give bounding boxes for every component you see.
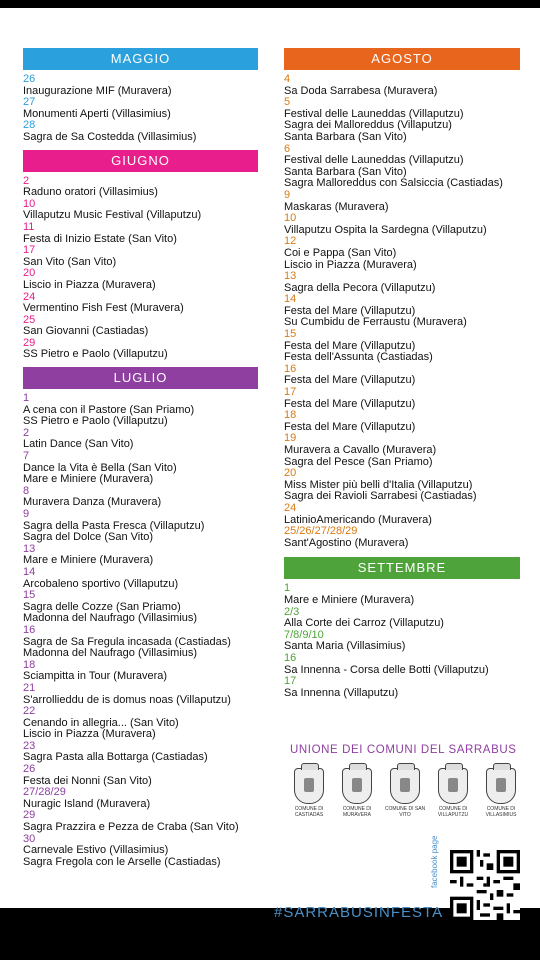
event-name: Nuragic Island (Muravera) <box>23 797 151 810</box>
event-name: Sa Doda Sarrabesa (Muravera) <box>284 84 438 97</box>
event-name: Sa Innenna - Corsa delle Botti (Villaputzu) <box>284 663 489 676</box>
crest-label: COMUNE DI VILLASIMIUS <box>485 806 517 818</box>
event-name: Liscio in Piazza (Muravera) <box>23 278 156 291</box>
event-date: 1 <box>284 582 291 595</box>
event-name: Mare e Miniere (Muravera) <box>23 473 154 486</box>
event-name: Festa dell'Assunta (Castiadas) <box>284 351 433 364</box>
event-date: 15 <box>23 589 36 602</box>
event-date: 18 <box>284 409 297 422</box>
event-name: Raduno oratori (Villasimius) <box>23 186 158 199</box>
event-name: Miss Mister più belli d'Italia (Villaputzu) <box>284 478 473 491</box>
entries-agosto <box>284 74 520 549</box>
event-date: 18 <box>23 658 36 671</box>
event-date: 20 <box>284 467 297 480</box>
event-date: 17 <box>284 675 297 688</box>
event-name: Festival delle Launeddas (Villaputzu) <box>284 154 464 167</box>
qr-code-graphic <box>450 850 520 920</box>
event-date: 14 <box>23 565 36 578</box>
event-name: Festa del Mare (Villaputzu) <box>284 374 416 387</box>
event-name: Sagra Pasta alla Bottarga (Castiadas) <box>23 751 208 764</box>
event-name: Festa del Mare (Villaputzu) <box>284 304 416 317</box>
section-settembre <box>284 557 520 699</box>
event-name: Sagra della Pasta Fresca (Villaputzu) <box>23 519 205 532</box>
event-date: 2/3 <box>284 605 300 618</box>
event-name: Festa del Mare (Villaputzu) <box>284 420 416 433</box>
event-date: 8 <box>23 484 30 497</box>
event-date: 22 <box>23 705 36 718</box>
event-name: Alla Corte dei Carroz (Villaputzu) <box>284 617 444 630</box>
event-date: 23 <box>23 739 36 752</box>
event-date: 7/8/9/10 <box>284 628 324 641</box>
event-name: Sagra de Sa Fregula incasada (Castiadas) <box>23 635 231 648</box>
event-name: Liscio in Piazza (Muravera) <box>284 258 417 271</box>
event-name: Festival delle Launeddas (Villaputzu) <box>284 107 464 120</box>
villaputzu-crest-icon <box>438 768 468 804</box>
event-name: San Giovanni (Castiadas) <box>23 325 149 338</box>
entries-giugno <box>23 176 258 362</box>
event-date: 24 <box>284 501 297 514</box>
event-date: 13 <box>284 270 297 283</box>
event-date: 11 <box>23 220 35 233</box>
event-name: Carnevale Estivo (Villasimius) <box>23 844 169 857</box>
event-date: 16 <box>284 362 297 375</box>
event-name: Sant'Agostino (Muravera) <box>284 536 409 549</box>
event-name: Vermentino Fish Fest (Muravera) <box>23 302 184 315</box>
section-luglio <box>23 367 258 868</box>
month-header-agosto: AGOSTO <box>284 48 520 70</box>
event-name: Mare e Miniere (Muravera) <box>23 554 154 567</box>
entries-maggio <box>23 74 258 144</box>
event-name: LatinioAmericando (Muravera) <box>284 513 432 526</box>
event-date: 10 <box>284 212 297 225</box>
entries-luglio <box>23 393 258 868</box>
union-title: UNIONE DEI COMUNI DEL SARRABUS <box>290 744 517 756</box>
crest-label: COMUNE DI SAN VITO <box>384 806 426 818</box>
event-name: Festa dei Nonni (San Vito) <box>23 774 152 787</box>
event-date: 12 <box>284 235 297 248</box>
event-name: Sagra Fregola con le Arselle (Castiadas) <box>23 855 221 868</box>
event-name: Festa del Mare (Villaputzu) <box>284 339 416 352</box>
event-name: SS Pietro e Paolo (Villaputzu) <box>23 415 168 428</box>
municipality-crest <box>336 768 378 818</box>
facebook-page-label: facebook page <box>430 835 439 888</box>
event-date: 29 <box>23 336 36 349</box>
event-date: 9 <box>284 188 291 201</box>
month-header-maggio: MAGGIO <box>23 48 258 70</box>
event-name: Monumenti Aperti (Villasimius) <box>23 107 171 120</box>
event-date: 25/26/27/28/29 <box>284 525 358 538</box>
crest-label: COMUNE DI CASTIADAS <box>294 806 324 818</box>
festival-poster <box>0 8 540 921</box>
event-name: Festa del Mare (Villaputzu) <box>284 397 416 410</box>
event-date: 4 <box>284 73 291 85</box>
event-date: 15 <box>284 328 297 341</box>
event-name: Sagra dei Ravioli Sarrabesi (Castiadas) <box>284 490 477 503</box>
event-date: 13 <box>23 542 36 555</box>
event-name: Dance la Vita è Bella (San Vito) <box>23 461 177 474</box>
event-date: 27 <box>23 96 36 109</box>
event-date: 21 <box>23 681 36 694</box>
event-name: Liscio in Piazza (Muravera) <box>23 728 156 741</box>
event-name: Sagra delle Cozze (San Priamo) <box>23 600 181 613</box>
qr-code-icon[interactable] <box>450 850 520 920</box>
event-date: 14 <box>284 293 297 306</box>
month-header-giugno: GIUGNO <box>23 150 258 172</box>
event-date: 10 <box>23 197 36 210</box>
event-name: Muravera Danza (Muravera) <box>23 496 162 509</box>
event-date: 28 <box>23 119 36 132</box>
event-name: Arcobaleno sportivo (Villaputzu) <box>23 577 179 590</box>
event-date: 7 <box>23 450 30 463</box>
castiadas-crest-icon <box>294 768 324 804</box>
san-vito-crest-icon <box>390 768 420 804</box>
event-date: 27/28/29 <box>23 786 66 799</box>
event-name: Madonna del Naufrago (Villasimius) <box>23 612 198 625</box>
event-date: 17 <box>284 386 297 399</box>
municipality-crest <box>480 768 522 818</box>
event-date: 2 <box>23 174 30 187</box>
event-name: Sagra del Dolce (San Vito) <box>23 531 154 544</box>
muravera-crest-icon <box>342 768 372 804</box>
event-name: Villaputzu Ospita la Sardegna (Villaputzu) <box>284 223 487 236</box>
event-date: 26 <box>23 73 36 85</box>
event-date: 6 <box>284 142 291 155</box>
event-date: 29 <box>23 809 36 822</box>
event-date: 19 <box>284 432 297 445</box>
event-name: Mare e Miniere (Muravera) <box>284 593 415 606</box>
event-name: SS Pietro e Paolo (Villaputzu) <box>23 348 168 361</box>
event-name: Sagra della Pecora (Villaputzu) <box>284 281 436 294</box>
event-date: 26 <box>23 763 36 776</box>
event-name: Sciampitta in Tour (Muravera) <box>23 670 168 683</box>
event-name: S'arrollieddu de is domus noas (Villaputzu) <box>23 693 231 706</box>
event-name: Inaugurazione MIF (Muravera) <box>23 84 172 97</box>
event-name: Sagra Prazzira e Pezza de Craba (San Vito) <box>23 821 239 834</box>
event-date: 16 <box>23 623 36 636</box>
event-name: Sagra del Pesce (San Priamo) <box>284 455 433 468</box>
event-date: 9 <box>23 508 30 520</box>
event-name: Santa Maria (Villasimius) <box>284 640 406 653</box>
section-agosto <box>284 48 520 549</box>
section-maggio <box>23 48 258 144</box>
crest-label: COMUNE DI VILLAPUTZU <box>437 806 469 818</box>
event-name: San Vito (San Vito) <box>23 255 117 268</box>
municipality-crests <box>288 768 528 838</box>
event-name: Festa di Inizio Estate (San Vito) <box>23 232 177 245</box>
event-date: 16 <box>284 651 297 664</box>
event-name: Coi e Pappa (San Vito) <box>284 246 397 259</box>
event-name: Sagra Malloreddus con Salsiccia (Castiadas) <box>284 177 503 190</box>
crest-label: COMUNE DI MURAVERA <box>342 806 372 818</box>
event-name: Maskaras (Muravera) <box>284 200 389 213</box>
event-name: Santa Barbara (San Vito) <box>284 130 407 143</box>
event-date: 20 <box>23 267 36 280</box>
event-name: A cena con il Pastore (San Priamo) <box>23 403 195 416</box>
event-date: 2 <box>23 426 30 439</box>
event-date: 5 <box>284 96 291 109</box>
event-date: 1 <box>23 392 30 405</box>
event-name: Sa Innenna (Villaputzu) <box>284 686 399 699</box>
month-header-luglio: LUGLIO <box>23 367 258 389</box>
villasimius-crest-icon <box>486 768 516 804</box>
hashtag: #SARRABUSINFESTA <box>274 904 444 921</box>
municipality-crest <box>384 768 426 818</box>
event-name: Cenando in allegria... (San Vito) <box>23 716 179 729</box>
municipality-crest <box>288 768 330 818</box>
event-name: Su Cumbidu de Ferraustu (Muravera) <box>284 316 467 329</box>
event-name: Sagra dei Malloreddus (Villaputzu) <box>284 119 452 132</box>
left-column <box>23 48 258 874</box>
section-giugno <box>23 150 258 362</box>
event-name: Villaputzu Music Festival (Villaputzu) <box>23 209 202 222</box>
municipality-crest <box>432 768 474 818</box>
event-name: Latin Dance (San Vito) <box>23 438 134 451</box>
event-date: 24 <box>23 290 36 303</box>
right-column <box>284 48 520 705</box>
event-name: Muravera a Cavallo (Muravera) <box>284 444 437 456</box>
event-date: 17 <box>23 244 36 257</box>
event-name: Madonna del Naufrago (Villasimius) <box>23 647 198 660</box>
event-date: 30 <box>23 832 36 845</box>
event-date: 25 <box>23 313 36 326</box>
month-header-settembre: SETTEMBRE <box>284 557 520 579</box>
event-name: Santa Barbara (San Vito) <box>284 165 407 178</box>
entries-settembre <box>284 583 520 699</box>
event-name: Sagra de Sa Costedda (Villasimius) <box>23 130 197 143</box>
